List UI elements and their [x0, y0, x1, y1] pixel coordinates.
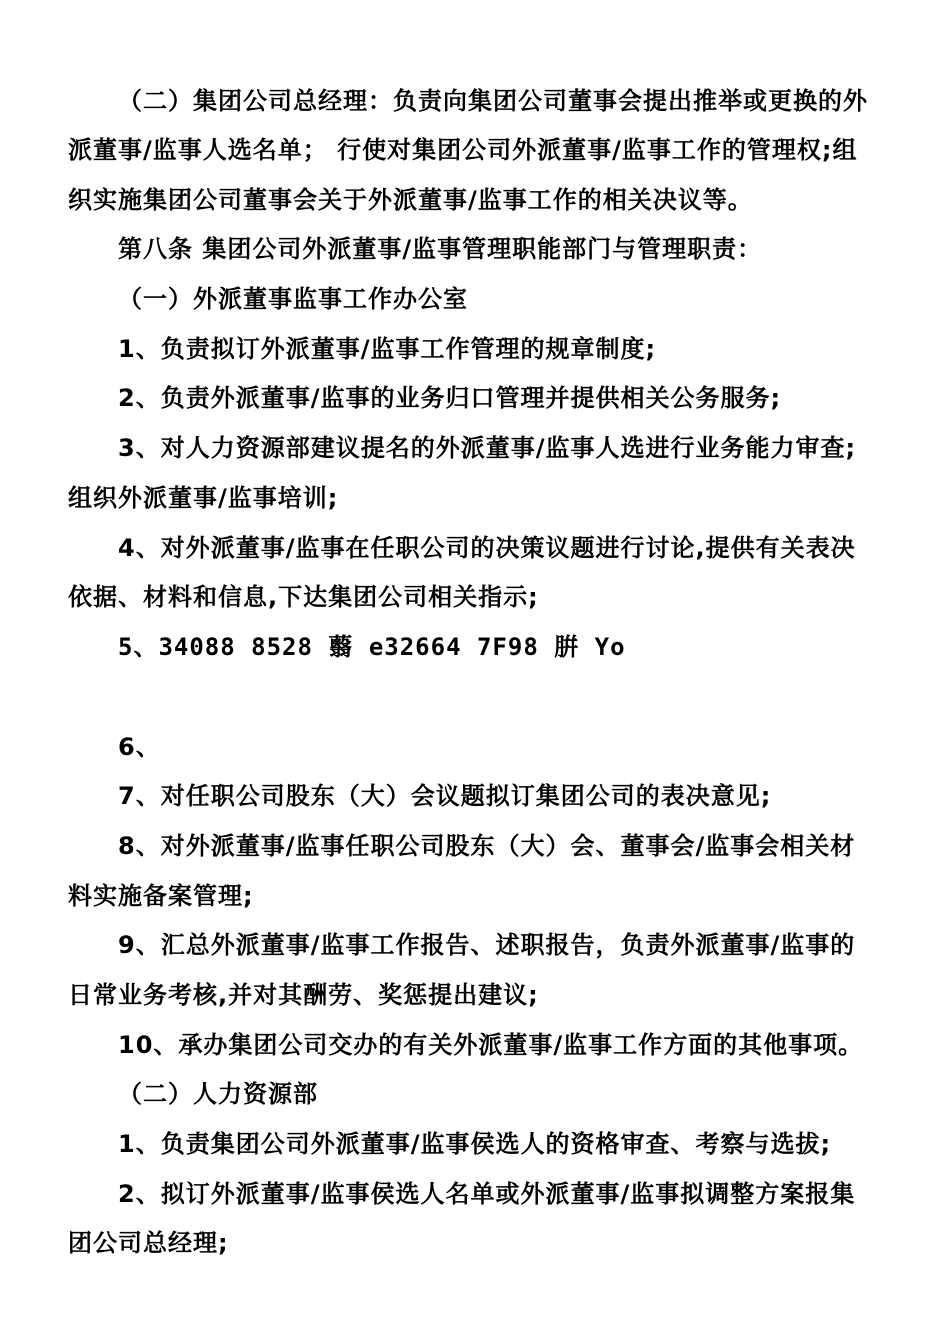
list-item: 10、承办集团公司交办的有关外派董事/监事工作方面的其他事项。 [118, 1031, 864, 1059]
list-item: 6、 [118, 733, 161, 761]
section-heading: （二）人力资源部 [118, 1080, 318, 1108]
list-item: 1、负责集团公司外派董事/监事侯选人的资格审查、考察与选拔; [118, 1130, 832, 1158]
paragraph-line: 派董事/监事人选名单； 行使对集团公司外派董事/监事工作的管理权;组 [68, 136, 858, 164]
list-item: 9、汇总外派董事/监事工作报告、述职报告，负责外派董事/监事的 [118, 931, 856, 959]
list-item-continuation: 依据、材料和信息,下达集团公司相关指示; [68, 583, 539, 611]
list-item: 8、对外派董事/监事任职公司股东（大）会、董事会/监事会相关材 [118, 832, 856, 860]
article-heading: 第八条 集团公司外派董事/监事管理职能部门与管理职责： [118, 235, 763, 263]
list-item: 2、拟订外派董事/监事侯选人名单或外派董事/监事拟调整方案报集 [118, 1180, 856, 1208]
list-item-continuation: 组织外派董事/监事培训; [68, 484, 339, 512]
list-item-continuation: 日常业务考核,并对其酬劳、奖惩提出建议; [68, 981, 539, 1009]
list-item: 3、对人力资源部建议提名的外派董事/监事人选进行业务能力审查; [118, 434, 857, 462]
list-item: 4、对外派董事/监事在任职公司的决策议题进行讨论,提供有关表决 [118, 534, 856, 562]
paragraph-line: （二）集团公司总经理：负责向集团公司董事会提出推举或更换的外 [118, 87, 868, 115]
list-item: 7、对任职公司股东（大）会议题拟订集团公司的表决意见; [118, 782, 772, 810]
list-item: 1、负责拟订外派董事/监事工作管理的规章制度; [118, 335, 657, 363]
list-item-garbled: 5、34088 8528 蘙 e32664 7F98 腁 Yo [118, 633, 626, 661]
list-item: 2、负责外派董事/监事的业务归口管理并提供相关公务服务; [118, 384, 782, 412]
section-heading: （一）外派董事监事工作办公室 [118, 285, 468, 313]
list-item-continuation: 团公司总经理; [68, 1229, 229, 1257]
list-item-continuation: 料实施备案管理; [68, 882, 254, 910]
paragraph-line: 织实施集团公司董事会关于外派董事/监事工作的相关决议等。 [68, 186, 753, 214]
